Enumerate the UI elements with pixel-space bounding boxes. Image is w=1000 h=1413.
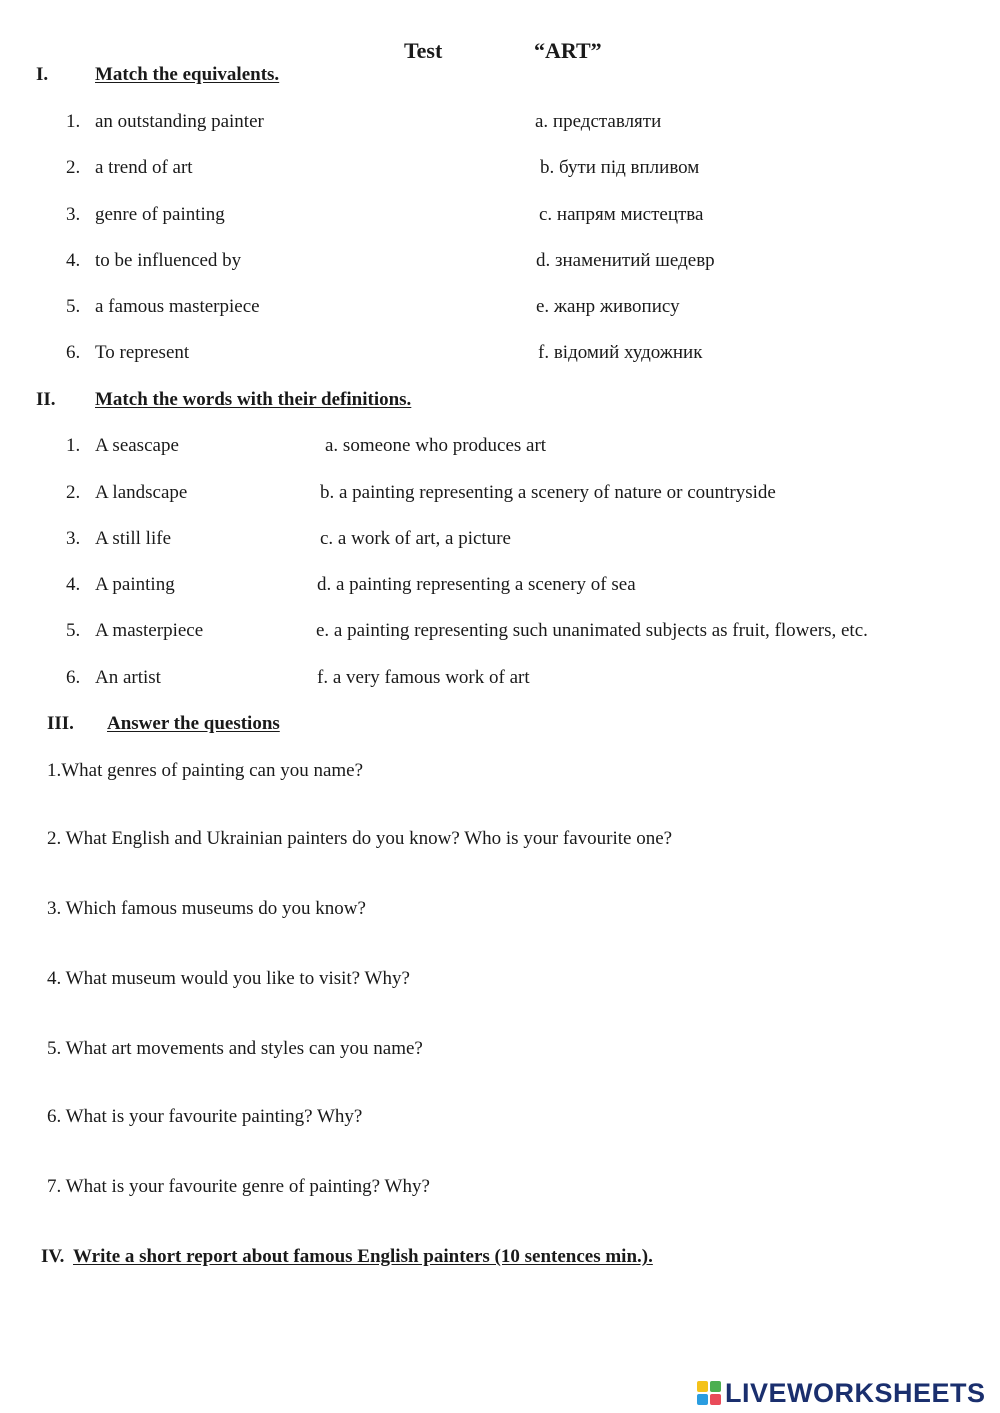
logo-tile [697, 1381, 708, 1392]
question: 6. What is your favourite painting? Why? [47, 1106, 363, 1127]
logo-tile [697, 1394, 708, 1405]
list-item-number: 6. [66, 342, 81, 363]
list-item: c. напрям мистецтва [539, 204, 704, 225]
list-item: genre of painting [95, 204, 225, 225]
logo-tile [710, 1394, 721, 1405]
test-topic: “ART” [534, 38, 602, 63]
list-item: A still life [95, 528, 171, 549]
list-item: d. a painting representing a scenery of sea [317, 574, 636, 595]
question: 2. What English and Ukrainian painters do you know? Who is your favourite one? [47, 828, 673, 849]
list-item: A seascape [95, 435, 179, 456]
list-item: b. a painting representing a scenery of nature or countryside [320, 482, 776, 503]
list-item: to be influenced by [95, 250, 242, 271]
list-item: c. a work of art, a picture [320, 528, 511, 549]
list-item-number: 2. [66, 482, 81, 503]
list-item-number: 6. [66, 667, 81, 688]
list-item: a famous masterpiece [95, 296, 260, 317]
logo-tiles-icon [697, 1381, 721, 1405]
question: 7. What is your favourite genre of painting? Why? [47, 1176, 430, 1197]
question: 1.What genres of painting can you name? [47, 760, 364, 781]
question: 3. Which famous museums do you know? [47, 898, 366, 919]
list-item-number: 5. [66, 620, 81, 641]
list-item-number: 4. [66, 250, 81, 271]
section4-heading: Write a short report about famous English painters (10 sentences min.). [73, 1246, 653, 1267]
list-item: To represent [95, 342, 190, 363]
section3-numeral: III. [47, 713, 74, 734]
section1-heading: Match the equivalents. [95, 64, 280, 85]
list-item: a trend of art [95, 157, 193, 178]
test-label: Test [404, 38, 443, 63]
list-item: A masterpiece [95, 620, 204, 641]
list-item: b. бути під впливом [540, 157, 700, 178]
list-item-number: 3. [66, 528, 81, 549]
list-item: e. жанр живопису [536, 296, 680, 317]
list-item: a. someone who produces art [325, 435, 547, 456]
list-item-number: 3. [66, 204, 81, 225]
list-item-number: 2. [66, 157, 81, 178]
list-item: An artist [95, 667, 161, 688]
list-item: A landscape [95, 482, 188, 503]
list-item: A painting [95, 574, 175, 595]
section4-numeral: IV. [41, 1246, 65, 1267]
list-item: a. представляти [535, 111, 662, 132]
list-item-number: 5. [66, 296, 81, 317]
list-item: an outstanding painter [95, 111, 264, 132]
logo-text: LIVEWORKSHEETS [725, 1377, 986, 1408]
list-item-number: 1. [66, 111, 81, 132]
liveworksheets-logo [697, 1379, 986, 1407]
list-item: f. a very famous work of art [317, 667, 530, 688]
list-item: e. a painting representing such unanimated subjects as fruit, flowers, etc. [316, 620, 868, 641]
question: 5. What art movements and styles can you name? [47, 1038, 423, 1059]
section3-heading: Answer the questions [107, 713, 280, 734]
list-item: d. знаменитий шедевр [536, 250, 715, 271]
list-item-number: 1. [66, 435, 81, 456]
section1-numeral: I. [36, 64, 49, 85]
list-item: f. відомий художник [538, 342, 703, 363]
logo-tile [710, 1381, 721, 1392]
section2-heading: Match the words with their definitions. [95, 389, 412, 410]
question: 4. What museum would you like to visit? Why? [47, 968, 410, 989]
section2-numeral: II. [36, 389, 56, 410]
list-item-number: 4. [66, 574, 81, 595]
